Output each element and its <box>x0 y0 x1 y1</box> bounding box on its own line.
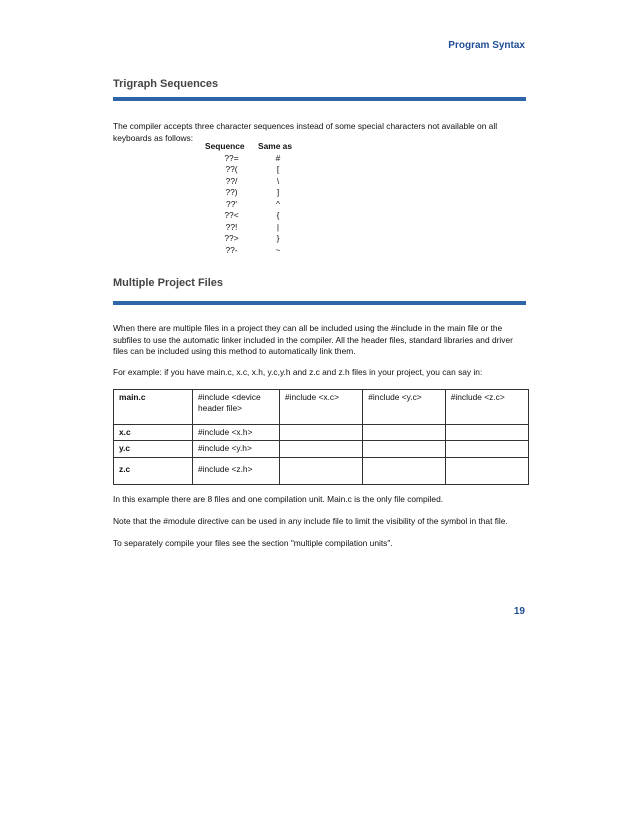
trigraph-row <box>205 222 298 234</box>
table-cell: #include <y.c> <box>363 390 445 425</box>
section-title-multiple-files: Multiple Project Files <box>113 277 224 289</box>
table-cell <box>280 458 363 485</box>
table-row <box>114 458 529 485</box>
table-cell <box>445 458 528 485</box>
trigraph-row <box>205 233 298 245</box>
trigraph-same: { <box>276 210 280 220</box>
trigraph-seq: ??- <box>225 244 238 255</box>
trigraph-same: | <box>276 221 280 232</box>
table-cell: x.c <box>114 425 193 441</box>
section-rule <box>113 97 526 101</box>
trigraph-intro: The compiler accepts three character sequences instead of some special characters not available on all keyboards as follows: <box>113 121 498 143</box>
col-sequence: Sequence <box>205 141 245 151</box>
trigraph-row <box>205 245 298 257</box>
table-cell: #include <device header file> <box>193 390 280 425</box>
running-header: Program Syntax <box>448 40 525 51</box>
table-cell: #include <z.h> <box>193 458 280 485</box>
table-cell <box>280 425 363 441</box>
table-cell <box>280 441 363 458</box>
trigraph-same: # <box>275 152 281 163</box>
trigraph-same: ~ <box>275 244 281 255</box>
page-number: 19 <box>513 606 525 617</box>
multi-para-2: For example: if you have main.c, x.c, x.h, y.c,y.h and z.c and z.h files in your project, you can say in: <box>113 367 483 377</box>
trigraph-table <box>205 141 298 256</box>
table-cell: #include <x.c> <box>280 390 363 425</box>
trigraph-row <box>205 210 298 222</box>
table-cell <box>363 458 445 485</box>
trigraph-row <box>205 164 298 176</box>
multi-para-5: To separately compile your files see the section "multiple compilation units". <box>113 538 393 548</box>
trigraph-row <box>205 176 298 188</box>
table-row <box>114 441 529 458</box>
trigraph-seq: ??< <box>224 210 239 220</box>
multi-para-4: Note that the #module directive can be used in any include file to limit the visibility of the symbol in that file. <box>113 516 508 526</box>
trigraph-seq: ??> <box>224 233 239 243</box>
table-cell: z.c <box>114 458 193 485</box>
section-rule <box>113 301 526 305</box>
table-row <box>114 425 529 441</box>
multi-para-3: In this example there are 8 files and one compilation unit. Main.c is the only file compiled. <box>113 494 444 504</box>
table-cell: #include <y.h> <box>193 441 280 458</box>
trigraph-same: } <box>276 233 280 243</box>
trigraph-row <box>205 187 298 199</box>
trigraph-same: ] <box>276 187 280 197</box>
trigraph-seq: ??! <box>225 221 238 232</box>
table-cell <box>445 441 528 458</box>
table-row <box>114 390 529 425</box>
col-same-as: Same as <box>258 141 292 151</box>
table-cell: y.c <box>114 441 193 458</box>
multi-para-1: When there are multiple files in a project they can all be included using the #include in the main file or the subfiles to use the automatic linker included in the compiler. All the header files, standard libraries and driver files can be included using this method to automatically link them. <box>113 323 513 356</box>
table-cell: #include <x.h> <box>193 425 280 441</box>
trigraph-row <box>205 153 298 165</box>
table-cell: #include <z.c> <box>445 390 528 425</box>
trigraph-header-row <box>205 141 298 153</box>
trigraph-seq: ??) <box>225 187 238 197</box>
table-cell <box>363 441 445 458</box>
table-cell: main.c <box>114 390 193 425</box>
section-title-trigraph: Trigraph Sequences <box>113 78 219 90</box>
trigraph-seq: ??= <box>224 152 239 163</box>
include-table <box>113 389 529 485</box>
table-cell <box>445 425 528 441</box>
trigraph-row <box>205 199 298 211</box>
trigraph-same: ^ <box>276 198 280 209</box>
table-cell <box>363 425 445 441</box>
trigraph-same: [ <box>276 164 280 174</box>
trigraph-seq: ??' <box>226 198 237 209</box>
trigraph-same: \ <box>276 175 280 186</box>
trigraph-seq: ??/ <box>225 175 238 186</box>
trigraph-seq: ??( <box>225 164 238 174</box>
